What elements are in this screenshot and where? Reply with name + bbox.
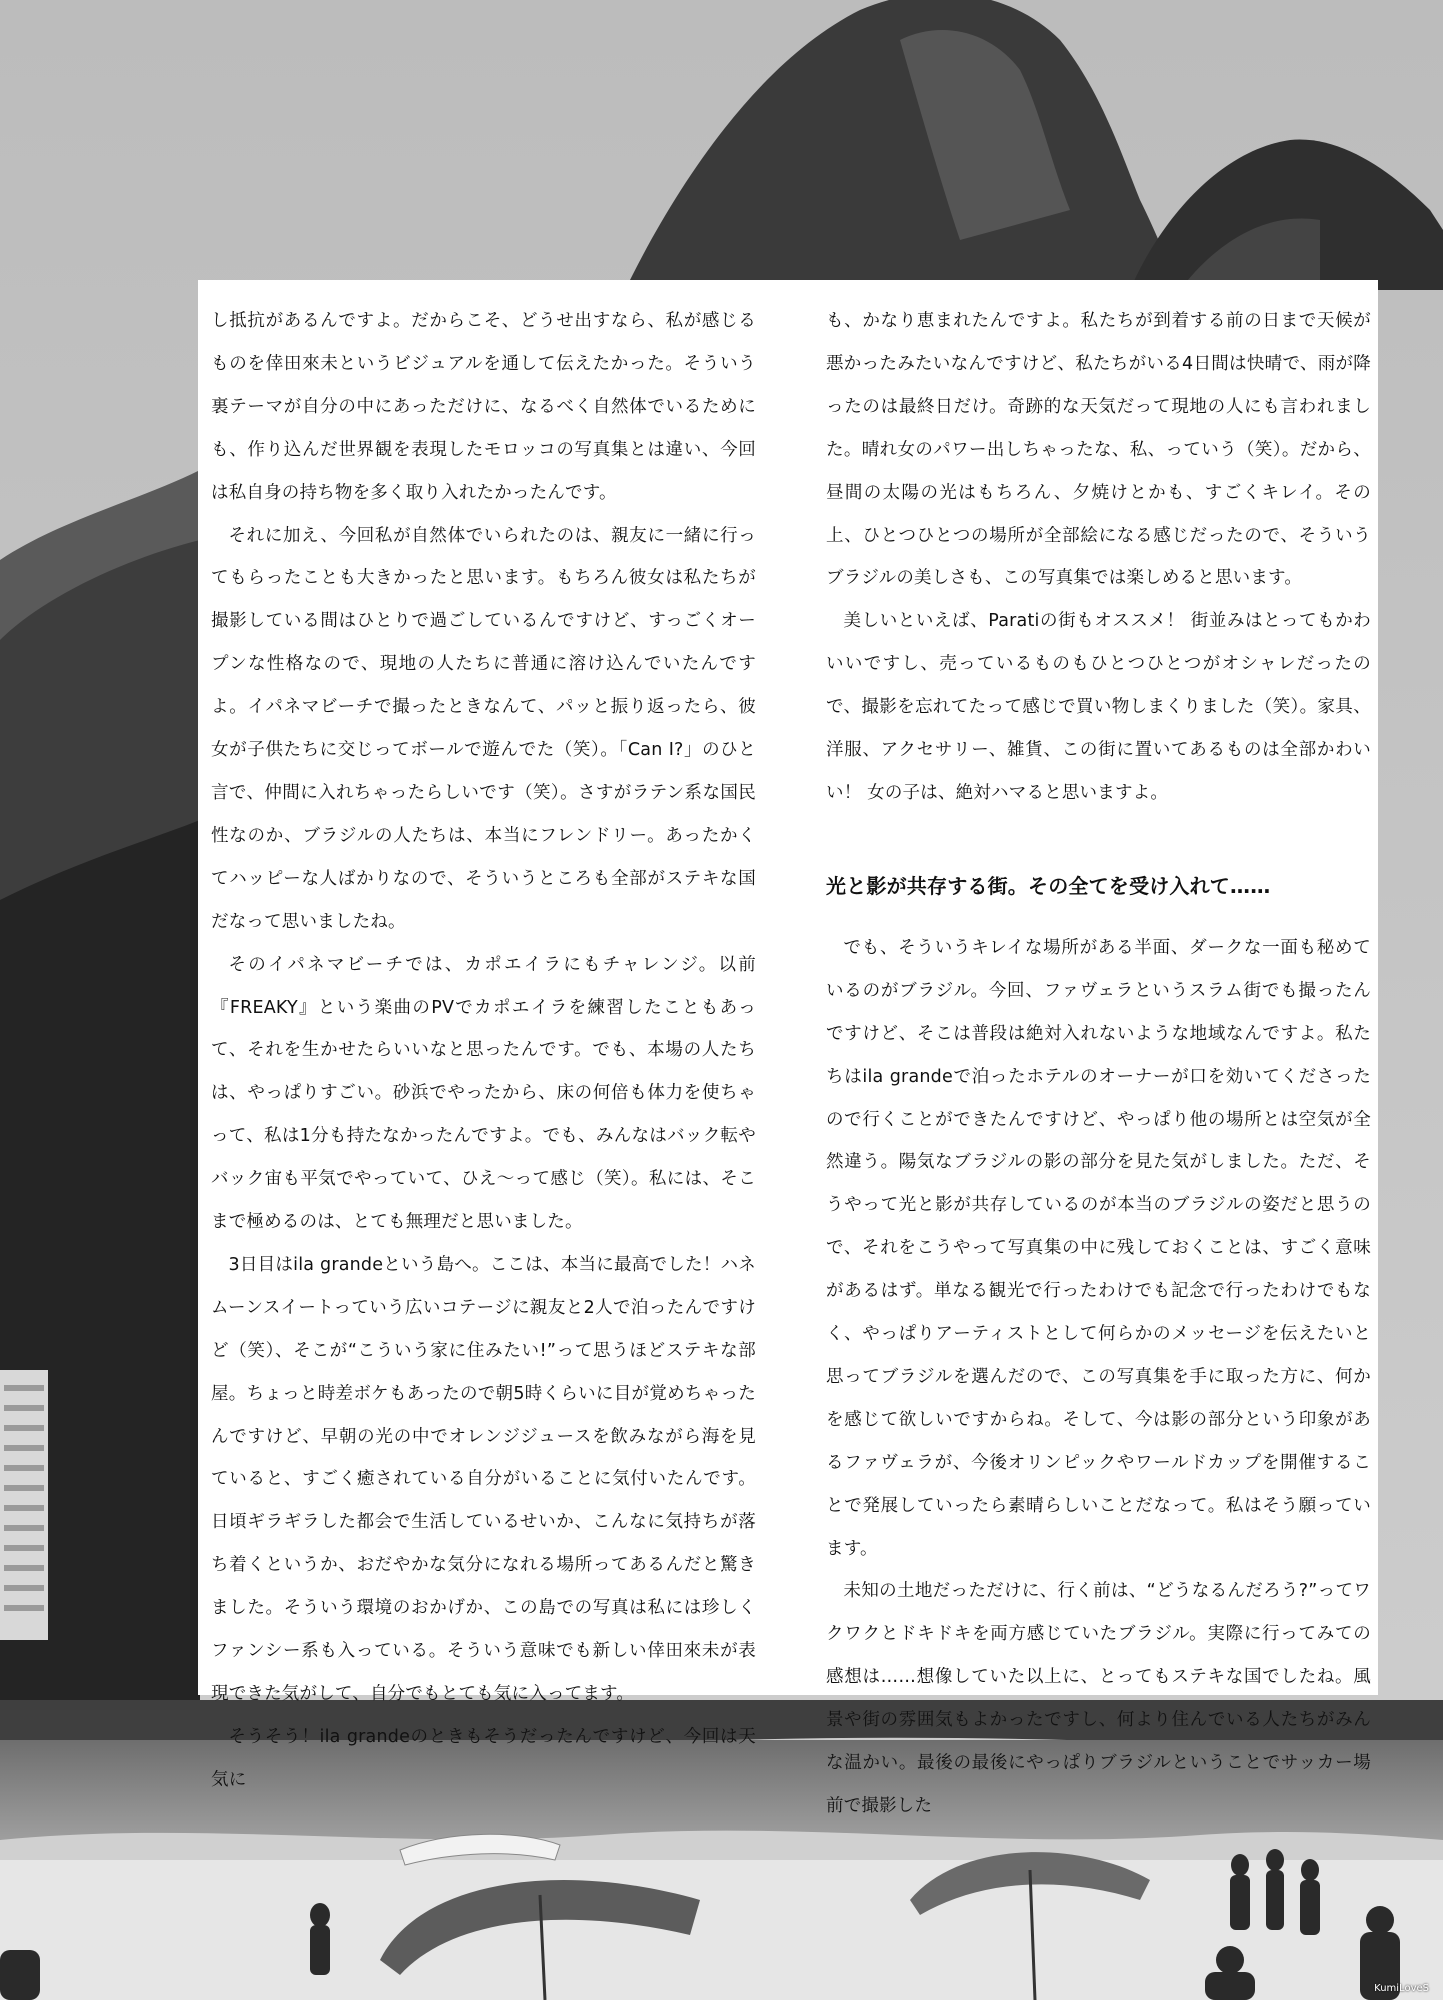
right-column: [826, 300, 1371, 1828]
paragraph: し抵抗があるんですよ。だからこそ、どうせ出すなら、私が感じるものを倖田來未というビジュアルを通して伝えたかった。そういう裏テーマが自分の中にあっただけに、なるべく自然体でいるためにも、作り込んだ世界観を表現したモロッコの写真集とは違い、今回は私自身の持ち物を多く取り入れたかったんです。: [211, 311, 756, 503]
watermark: KumiLoveS: [1374, 1983, 1429, 1994]
left-column: [211, 300, 756, 1802]
paragraph: 3日目はila grandeという島へ。ここは、本当に最高でした！ハネムーンスイートっていう広いコテージに親友と2人で泊ったんですけど（笑）、そこが“こういう家に住みたい!”って思うほどステキな部屋。ちょっと時差ボケもあったので朝5時くらいに目が覚めちゃったんですけど、早朝の光の中でオレンジジュースを飲みながら海を見ていると、すごく癒されている自分がいることに気付いたんです。日頃ギラギラした都会で生活しているせいか、こんなに気持ちが落ち着くというか、おだやかな気分になれる場所ってあるんだと驚きました。そういう環境のおかげか、この島での写真は私には珍しくファンシー系も入っている。そういう意味でも新しい倖田來未が表現できた気がして、自分でもとても気に入ってます。: [211, 1254, 756, 1704]
paragraph: それに加え、今回私が自然体でいられたのは、親友に一緒に行ってもらったことも大きかったと思います。もちろん彼女は私たちが撮影している間はひとりで過ごしているんですけど、すっごくオープンな性格なので、現地の人たちに普通に溶け込んでいたんですよ。イパネマビーチで撮ったときなんて、パッと振り返ったら、彼女が子供たちに交じってボールで遊んでた（笑）。「Can I?」のひと言で、仲間に入れちゃったらしいです（笑）。さすがラテン系な国民性なのか、ブラジルの人たちは、本当にフレンドリー。あったかくてハッピーな人ばかりなので、そういうところも全部がステキな国だなって思いましたね。: [211, 525, 756, 932]
paragraph: 未知の土地だっただけに、行く前は、“どうなるんだろう?”ってワクワクとドキドキを両方感じていたブラジル。実際に行ってみての感想は……想像していた以上に、とってもステキな国でしたね。風景や街の雰囲気もよかったですし、何より住んでいる人たちがみんな温かい。最後の最後にやっぱりブラジルということでサッカー場前で撮影した: [826, 1581, 1371, 1816]
paragraph: そうそう！ila grandeのときもそうだったんですけど、今回は天気に: [211, 1726, 756, 1790]
article-text-panel: [198, 280, 1378, 1816]
paragraph: も、かなり恵まれたんですよ。私たちが到着する前の日まで天候が悪かったみたいなんですけど、私たちがいる4日間は快晴で、雨が降ったのは最終日だけ。奇跡的な天気だって現地の人にも言われました。晴れ女のパワー出しちゃったな、私、っていう（笑）。だから、昼間の太陽の光はもちろん、夕焼けとかも、すごくキレイ。その上、ひとつひとつの場所が全部絵になる感じだったので、そういうブラジルの美しさも、この写真集では楽しめると思います。: [826, 311, 1371, 589]
paragraph: でも、そういうキレイな場所がある半面、ダークな一面も秘めているのがブラジル。今回、ファヴェラというスラム街でも撮ったんですけど、そこは普段は絶対入れないような地域なんですよ。私たちはila grandeで泊ったホテルのオーナーが口を効いてくださったので行くことができたんですけど、やっぱり他の場所とは空気が全然違う。陽気なブラジルの影の部分を見た気がしました。ただ、そうやって光と影が共存しているのが本当のブラジルの姿だと思うので、それをこうやって写真集の中に残しておくことは、すごく意味があるはず。単なる観光で行ったわけでも記念で行ったわけでもなく、やっぱりアーティストとして何らかのメッセージを伝えたいと思ってブラジルを選んだので、この写真集を手に取った方に、何かを感じて欲しいですからね。そして、今は影の部分という印象があるファヴェラが、今後オリンピックやワールドカップを開催することで発展していったら素晴らしいことだなって。私はそう願っています。: [826, 937, 1371, 1559]
paragraph: 美しいといえば、Paratiの街もオススメ！ 街並みはとってもかわいいですし、売っているものもひとつひとつがオシャレだったので、撮影を忘れてたって感じで買い物しまくりました（笑）。家具、洋服、アクセサリー、雑貨、この街に置いてあるものは全部かわいい！ 女の子は、絶対ハマると思いますよ。: [826, 611, 1371, 803]
paragraph: そのイパネマビーチでは、カポエイラにもチャレンジ。以前『FREAKY』という楽曲のPVでカポエイラを練習したこともあって、それを生かせたらいいなと思ったんです。でも、本場の人たちは、やっぱりすごい。砂浜でやったから、床の何倍も体力を使ちゃって、私は1分も持たなかったんですよ。でも、みんなはバック転やバック宙も平気でやっていて、ひえ〜って感じ（笑）。私には、そこまで極めるのは、とても無理だと思いました。: [211, 954, 756, 1233]
section-heading: 光と影が共存する街。その全てを受け入れて……: [826, 873, 1271, 898]
